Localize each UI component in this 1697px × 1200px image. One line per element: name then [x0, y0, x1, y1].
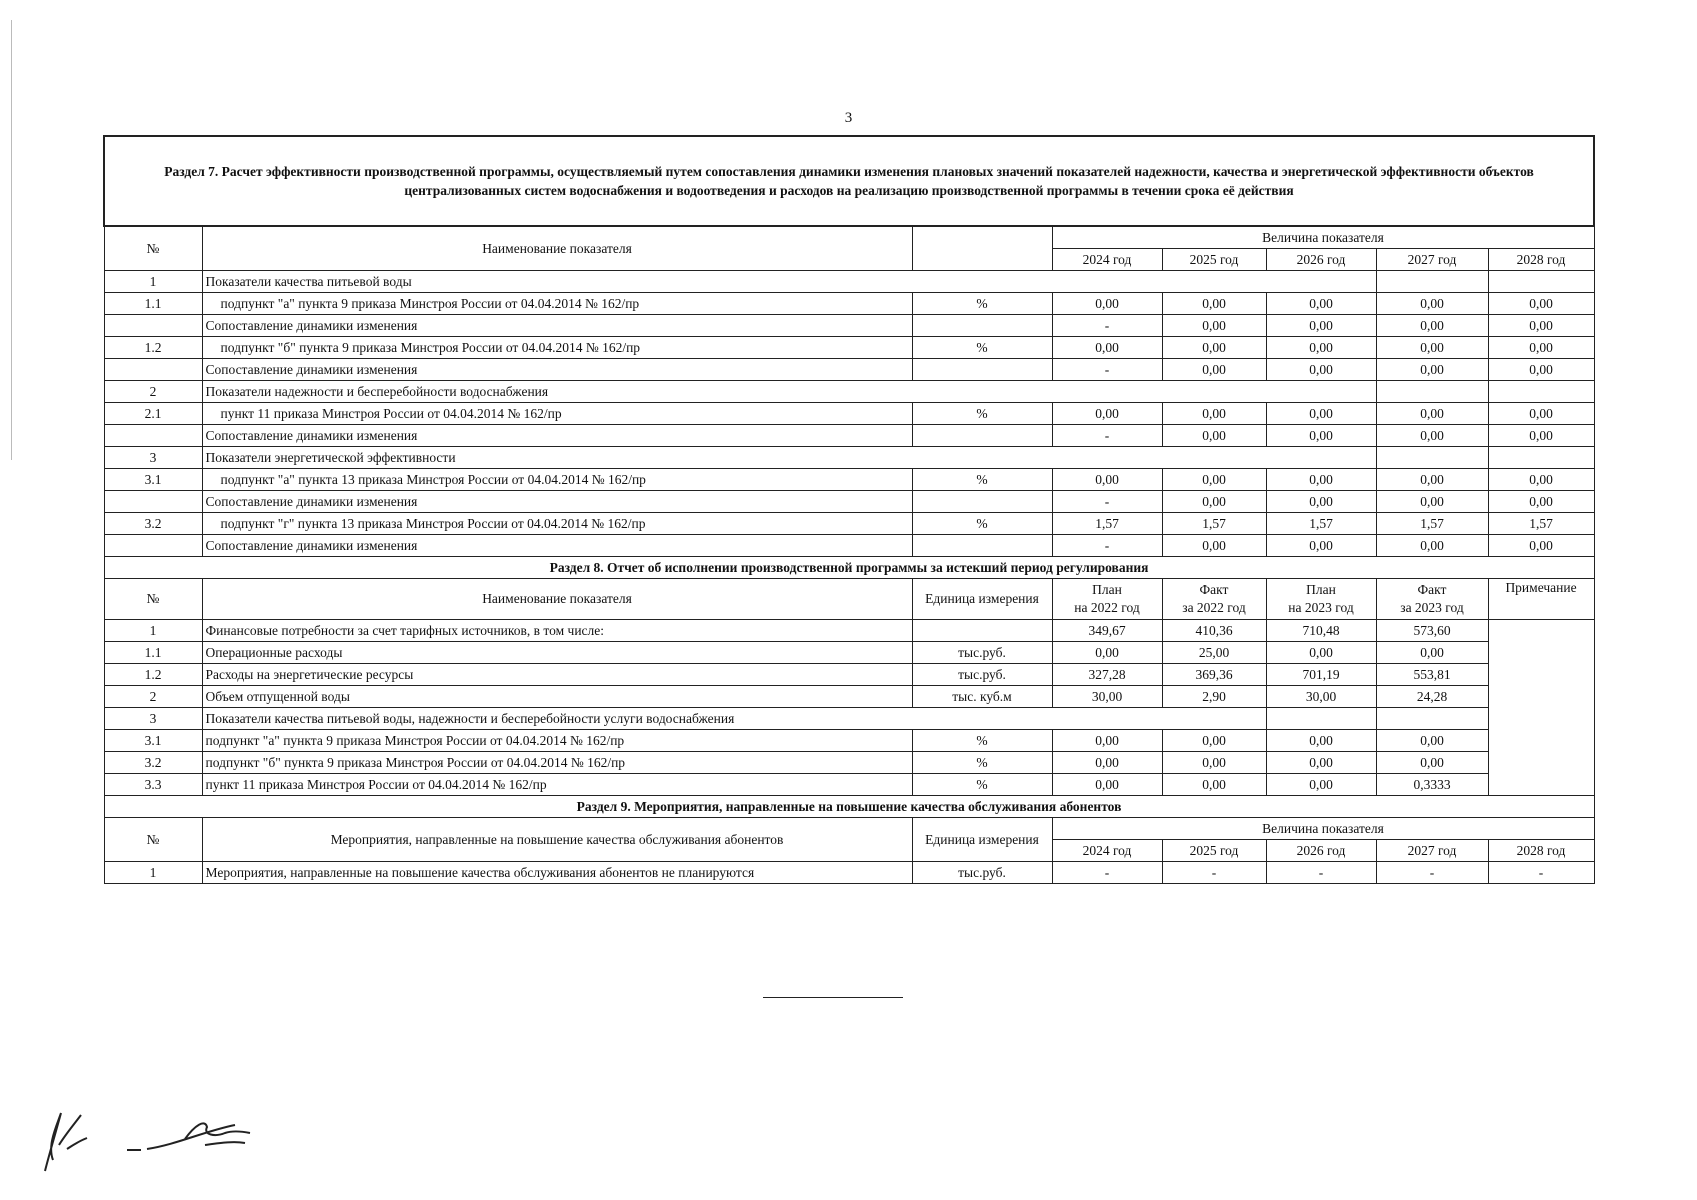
row-value: 0,00 [1162, 403, 1266, 425]
row-number: 3.2 [104, 752, 202, 774]
row-value: 0,00 [1376, 535, 1488, 557]
empty-cell [1376, 271, 1488, 293]
row-unit [912, 491, 1052, 513]
s9-header-number: № [104, 818, 202, 862]
s9-year-header: 2027 год [1376, 840, 1488, 862]
s8-table-row [104, 752, 1594, 774]
row-value: 0,00 [1266, 337, 1376, 359]
row-number: 3.2 [104, 513, 202, 535]
row-value: 0,00 [1162, 315, 1266, 337]
section8-title: Раздел 8. Отчет об исполнении производственной программы за истекший период регулирования [104, 557, 1594, 579]
row-number: 1.2 [104, 664, 202, 686]
handwritten-signature-icon [35, 1105, 255, 1175]
row-value: 0,00 [1376, 359, 1488, 381]
row-value: 0,00 [1052, 469, 1162, 491]
row-value: 410,36 [1162, 620, 1266, 642]
signature-line [763, 997, 903, 998]
s8-table-row [104, 664, 1594, 686]
row-value: - [1488, 862, 1594, 884]
period-type: План [1306, 582, 1336, 597]
row-value: 0,00 [1376, 752, 1488, 774]
note-cell [1488, 620, 1594, 796]
row-value: 0,00 [1266, 403, 1376, 425]
scan-margin-line [11, 20, 12, 460]
row-value: 0,00 [1488, 535, 1594, 557]
row-value: - [1052, 862, 1162, 884]
s7-year-header: 2028 год [1488, 249, 1594, 271]
s7-table-row [104, 447, 1594, 469]
row-name: Сопоставление динамики изменения [202, 425, 912, 447]
row-value: 0,00 [1266, 730, 1376, 752]
section9-title: Раздел 9. Мероприятия, направленные на повышение качества обслуживания абонентов [104, 796, 1594, 818]
row-number: 3.1 [104, 469, 202, 491]
s8-header-note: Примечание [1488, 579, 1594, 620]
row-value: 0,00 [1052, 774, 1162, 796]
row-value: 25,00 [1162, 642, 1266, 664]
s9-year-header: 2026 год [1266, 840, 1376, 862]
period-year: на 2022 год [1074, 600, 1140, 615]
period-type: План [1092, 582, 1122, 597]
row-value: 0,00 [1052, 730, 1162, 752]
row-unit [912, 620, 1052, 642]
row-number: 1 [104, 620, 202, 642]
row-value: 2,90 [1162, 686, 1266, 708]
row-value: 0,00 [1052, 642, 1162, 664]
row-value: - [1052, 535, 1162, 557]
row-value: 0,00 [1488, 293, 1594, 315]
row-value: 0,00 [1266, 491, 1376, 513]
s8-header-number: № [104, 579, 202, 620]
row-value: 0,00 [1162, 774, 1266, 796]
s7-table-row [104, 491, 1594, 513]
empty-cell [1266, 708, 1376, 730]
s8-table-row [104, 620, 1594, 642]
s7-header-unit [912, 226, 1052, 271]
row-name: Сопоставление динамики изменения [202, 491, 912, 513]
row-value: 0,00 [1488, 315, 1594, 337]
row-number [104, 315, 202, 337]
row-value: 0,00 [1162, 752, 1266, 774]
section7-title: Раздел 7. Расчет эффективности производственной программы, осуществляемый путем сопоставления динамики изменения плановых значений показателей надежности, качества и энергетической эффективности объектов централизованных систем водоснабжения и водоотведения и расходов на реализацию производственной программы в течении срока её действия [104, 136, 1594, 226]
row-value: 1,57 [1488, 513, 1594, 535]
s8-period-header [1052, 579, 1162, 620]
row-number: 2 [104, 381, 202, 403]
row-unit: % [912, 752, 1052, 774]
row-name: подпункт "г" пункта 13 приказа Минстроя России от 04.04.2014 № 162/пр [202, 513, 912, 535]
s7-table-row [104, 293, 1594, 315]
s9-title-row [104, 796, 1594, 818]
empty-cell [1488, 271, 1594, 293]
s8-table-row [104, 708, 1594, 730]
row-value: 0,00 [1376, 491, 1488, 513]
row-name: Показатели качества питьевой воды, надежности и бесперебойности услуги водоснабжения [202, 708, 1266, 730]
row-unit: тыс.руб. [912, 664, 1052, 686]
row-value: 0,00 [1266, 425, 1376, 447]
row-value: 0,00 [1376, 642, 1488, 664]
s8-header-unit: Единица измерения [912, 579, 1052, 620]
row-value: 0,00 [1266, 774, 1376, 796]
s9-table-row [104, 862, 1594, 884]
period-year: за 2022 год [1182, 600, 1246, 615]
row-unit: тыс.руб. [912, 642, 1052, 664]
row-name: Сопоставление динамики изменения [202, 535, 912, 557]
row-value: 30,00 [1266, 686, 1376, 708]
s8-period-header [1266, 579, 1376, 620]
s9-header-row [104, 818, 1594, 840]
period-type: Факт [1417, 582, 1447, 597]
row-value: 0,00 [1376, 425, 1488, 447]
row-name: подпункт "а" пункта 9 приказа Минстроя России от 04.04.2014 № 162/пр [202, 730, 912, 752]
s7-table-row [104, 271, 1594, 293]
row-value: 0,00 [1266, 642, 1376, 664]
row-value: - [1052, 359, 1162, 381]
period-year: на 2023 год [1288, 600, 1354, 615]
row-unit: тыс. куб.м [912, 686, 1052, 708]
row-value: 1,57 [1052, 513, 1162, 535]
row-value: 0,00 [1488, 403, 1594, 425]
row-name: Операционные расходы [202, 642, 912, 664]
row-name: подпункт "а" пункта 9 приказа Минстроя России от 04.04.2014 № 162/пр [202, 293, 912, 315]
row-value: 369,36 [1162, 664, 1266, 686]
row-value: 573,60 [1376, 620, 1488, 642]
row-unit: тыс.руб. [912, 862, 1052, 884]
row-value: 0,00 [1376, 730, 1488, 752]
row-name: Расходы на энергетические ресурсы [202, 664, 912, 686]
row-value: 1,57 [1266, 513, 1376, 535]
s7-table-row [104, 359, 1594, 381]
s7-table-row [104, 315, 1594, 337]
row-number [104, 359, 202, 381]
row-value: 0,00 [1162, 491, 1266, 513]
row-value: 0,00 [1162, 425, 1266, 447]
empty-cell [1376, 447, 1488, 469]
row-value: 0,3333 [1376, 774, 1488, 796]
row-value: 0,00 [1376, 469, 1488, 491]
row-unit: % [912, 730, 1052, 752]
row-value: - [1052, 315, 1162, 337]
row-value: - [1052, 491, 1162, 513]
row-value: 0,00 [1488, 469, 1594, 491]
row-number: 3 [104, 447, 202, 469]
row-value: 0,00 [1376, 293, 1488, 315]
s7-table-row [104, 381, 1594, 403]
row-unit: % [912, 469, 1052, 491]
row-value: 0,00 [1162, 337, 1266, 359]
row-value: 24,28 [1376, 686, 1488, 708]
row-name: подпункт "а" пункта 13 приказа Минстроя России от 04.04.2014 № 162/пр [202, 469, 912, 491]
s7-header-value: Величина показателя [1052, 226, 1594, 249]
s8-title-row [104, 557, 1594, 579]
empty-cell [1376, 381, 1488, 403]
row-value: 0,00 [1376, 403, 1488, 425]
s7-table-row [104, 337, 1594, 359]
row-value: 0,00 [1052, 403, 1162, 425]
row-number: 3.3 [104, 774, 202, 796]
row-name: подпункт "б" пункта 9 приказа Минстроя России от 04.04.2014 № 162/пр [202, 752, 912, 774]
report-table [103, 135, 1595, 884]
row-value: 0,00 [1162, 293, 1266, 315]
row-value: 0,00 [1052, 293, 1162, 315]
row-number: 1.1 [104, 293, 202, 315]
row-name: Объем отпущенной воды [202, 686, 912, 708]
row-value: 0,00 [1266, 535, 1376, 557]
row-value: 1,57 [1376, 513, 1488, 535]
s8-period-header [1162, 579, 1266, 620]
row-value: 0,00 [1162, 730, 1266, 752]
s8-table-row [104, 774, 1594, 796]
row-unit [912, 359, 1052, 381]
row-unit [912, 315, 1052, 337]
s8-table-row [104, 642, 1594, 664]
s9-header-unit: Единица измерения [912, 818, 1052, 862]
row-value: 0,00 [1266, 752, 1376, 774]
row-unit [912, 535, 1052, 557]
row-number: 2 [104, 686, 202, 708]
s7-year-header: 2025 год [1162, 249, 1266, 271]
row-unit: % [912, 774, 1052, 796]
s7-year-header: 2027 год [1376, 249, 1488, 271]
row-number: 1 [104, 271, 202, 293]
row-name: Показатели надежности и бесперебойности водоснабжения [202, 381, 1376, 403]
row-number: 3.1 [104, 730, 202, 752]
s8-header-row [104, 579, 1594, 620]
row-value: 1,57 [1162, 513, 1266, 535]
row-number [104, 425, 202, 447]
row-unit: % [912, 403, 1052, 425]
row-unit: % [912, 337, 1052, 359]
s9-year-header: 2025 год [1162, 840, 1266, 862]
s8-table-row [104, 730, 1594, 752]
s7-year-header: 2026 год [1266, 249, 1376, 271]
s7-header-name: Наименование показателя [202, 226, 912, 271]
row-value: - [1376, 862, 1488, 884]
row-value: 0,00 [1376, 315, 1488, 337]
row-value: 710,48 [1266, 620, 1376, 642]
empty-cell [1488, 381, 1594, 403]
row-value: 0,00 [1162, 535, 1266, 557]
row-name: Показатели качества питьевой воды [202, 271, 1376, 293]
row-number: 1.2 [104, 337, 202, 359]
row-name: пункт 11 приказа Минстроя России от 04.04.2014 № 162/пр [202, 774, 912, 796]
row-name: Мероприятия, направленные на повышение качества обслуживания абонентов не планируются [202, 862, 912, 884]
row-value: - [1052, 425, 1162, 447]
period-type: Факт [1199, 582, 1229, 597]
s7-header-number: № [104, 226, 202, 271]
row-value: 553,81 [1376, 664, 1488, 686]
row-number [104, 535, 202, 557]
row-number: 2.1 [104, 403, 202, 425]
row-value: 0,00 [1376, 337, 1488, 359]
s7-year-header: 2024 год [1052, 249, 1162, 271]
s7-table-row [104, 513, 1594, 535]
s9-year-header: 2024 год [1052, 840, 1162, 862]
row-value: 0,00 [1162, 469, 1266, 491]
row-number: 1 [104, 862, 202, 884]
s8-table-row [104, 686, 1594, 708]
row-name: Показатели энергетической эффективности [202, 447, 1376, 469]
row-value: 30,00 [1052, 686, 1162, 708]
s7-table-row [104, 425, 1594, 447]
row-name: Сопоставление динамики изменения [202, 315, 912, 337]
row-value: 701,19 [1266, 664, 1376, 686]
s7-table-row [104, 535, 1594, 557]
s9-year-header: 2028 год [1488, 840, 1594, 862]
row-unit: % [912, 513, 1052, 535]
row-value: 0,00 [1266, 469, 1376, 491]
row-number: 1.1 [104, 642, 202, 664]
s8-period-header [1376, 579, 1488, 620]
period-year: за 2023 год [1400, 600, 1464, 615]
row-value: 0,00 [1266, 359, 1376, 381]
row-value: 0,00 [1488, 337, 1594, 359]
row-value: 0,00 [1488, 425, 1594, 447]
s9-header-value: Величина показателя [1052, 818, 1594, 840]
row-value: - [1266, 862, 1376, 884]
row-value: 349,67 [1052, 620, 1162, 642]
row-name: Финансовые потребности за счет тарифных источников, в том числе: [202, 620, 912, 642]
empty-cell [1488, 447, 1594, 469]
row-number: 3 [104, 708, 202, 730]
row-value: 0,00 [1162, 359, 1266, 381]
page-number: 3 [844, 110, 853, 126]
row-value: 0,00 [1266, 293, 1376, 315]
empty-cell [1376, 708, 1488, 730]
row-number [104, 491, 202, 513]
row-name: подпункт "б" пункта 9 приказа Минстроя России от 04.04.2014 № 162/пр [202, 337, 912, 359]
row-unit: % [912, 293, 1052, 315]
s7-table-row [104, 469, 1594, 491]
row-name: пункт 11 приказа Минстроя России от 04.04.2014 № 162/пр [202, 403, 912, 425]
row-value: 0,00 [1052, 752, 1162, 774]
row-value: 327,28 [1052, 664, 1162, 686]
row-value: 0,00 [1266, 315, 1376, 337]
row-name: Сопоставление динамики изменения [202, 359, 912, 381]
row-value: 0,00 [1488, 491, 1594, 513]
row-value: 0,00 [1488, 359, 1594, 381]
row-unit [912, 425, 1052, 447]
s9-header-name: Мероприятия, направленные на повышение качества обслуживания абонентов [202, 818, 912, 862]
s8-header-name: Наименование показателя [202, 579, 912, 620]
row-value: 0,00 [1052, 337, 1162, 359]
row-value: - [1162, 862, 1266, 884]
s7-table-row [104, 403, 1594, 425]
